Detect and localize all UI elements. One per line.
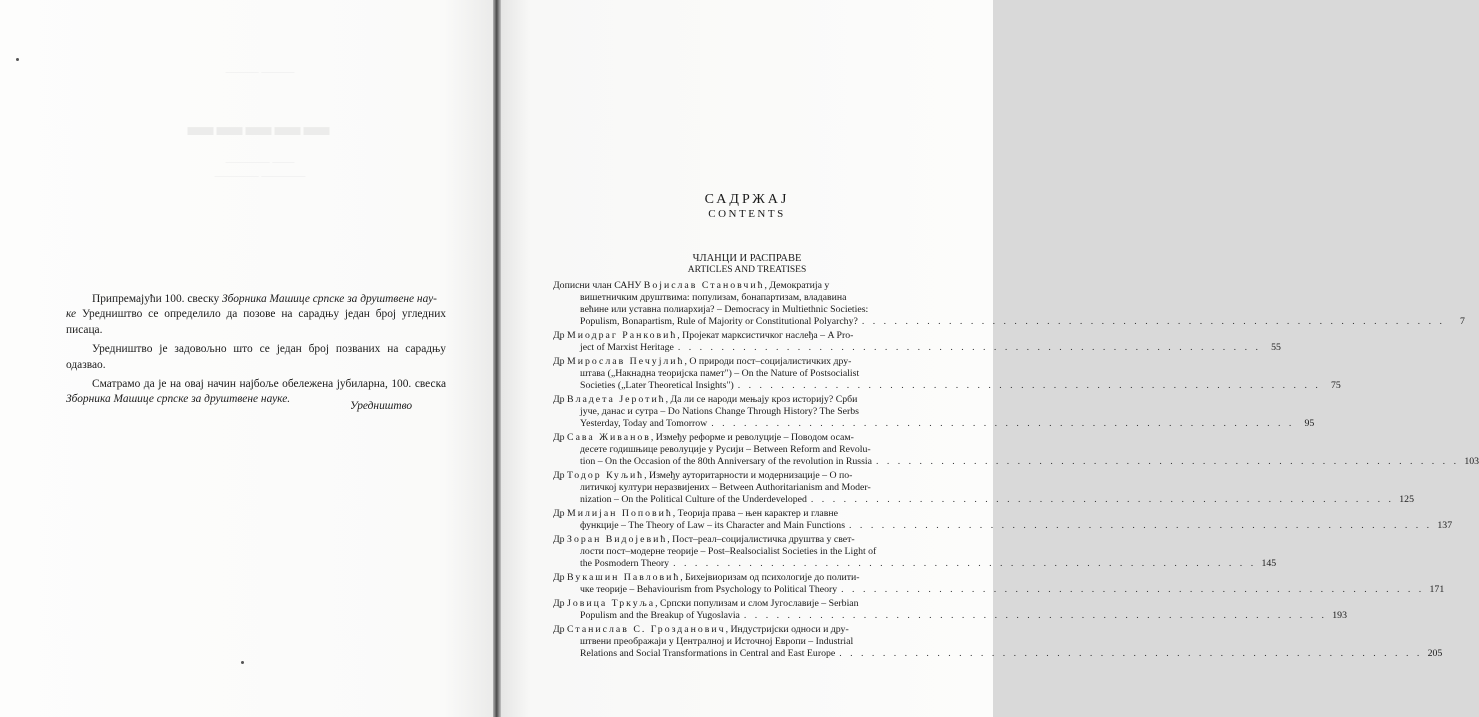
author-name: Војислав Становчић: [643, 280, 765, 291]
author-name: Миодраг Ранковић: [567, 330, 678, 341]
title-end: Populism and the Breakup of Yugoslavia: [580, 610, 740, 621]
section-title-en: ARTICLES AND TREATISES: [687, 265, 807, 275]
page-number: 55: [1271, 342, 1281, 353]
page-number: 103: [1464, 456, 1479, 467]
author-title: Др: [553, 470, 568, 481]
title-start: , Индустријски односи и дру-: [725, 624, 849, 635]
title-start: , О природи пост–социјалистичких дру-: [684, 356, 852, 367]
toc-entry-last-line: [553, 558, 1277, 570]
author-title: Дописни члан САНУ: [553, 280, 644, 291]
toc-entry-line: штвени преображаји у Централној и Источној Европи – Industrial: [580, 636, 854, 647]
title-end: Relations and Social Transformations in Central and East Europe: [580, 648, 836, 659]
toc-entry-line: већине или уставна полиархија? – Democracy in Multiethnic Societies:: [580, 304, 869, 315]
page-number: 95: [1304, 418, 1315, 429]
toc-entry: [553, 508, 1453, 532]
title-start: , Пројекат марксистичког наслеђа – A Pro-: [677, 330, 854, 341]
author-title: Др: [553, 572, 568, 583]
page-number: 145: [1261, 558, 1277, 569]
toc-entry: [553, 534, 1277, 570]
title-start: , Између ауторитарности и модернизације – О по-: [644, 470, 853, 481]
page-number: 137: [1437, 520, 1453, 531]
dot-leader: . . . . . . . . . . . . . . . . . . . . . . . . . . . . . . . . . . . . . . . . . . . . . . . . . . . . . .: [849, 520, 1433, 531]
author-title: Др: [553, 508, 568, 519]
toc-entry-last-line: [553, 342, 1281, 354]
title-end: ject of Marxist Heritage: [580, 342, 674, 353]
dot-leader: . . . . . . . . . . . . . . . . . . . . . . . . . . . . . . . . . . . . . . . . . . . . . . . . . . . . . .: [677, 342, 1261, 353]
title-end: the Posmodern Theory: [580, 558, 670, 569]
author-name: Вукашин Павловић: [567, 572, 681, 583]
toc-entry: [553, 356, 1341, 392]
dot-leader: . . . . . . . . . . . . . . . . . . . . . . . . . . . . . . . . . . . . . . . . . . . . . . . . . . . . . .: [810, 494, 1394, 505]
title-end: Yesterday, Today and Tomorrow: [580, 418, 708, 429]
title-end: nization – On the Political Culture of the Underdeveloped: [580, 494, 807, 505]
toc-entry: [553, 470, 1414, 506]
dot-leader: . . . . . . . . . . . . . . . . . . . . . . . . . . . . . . . . . . . . . . . . . . . . . . . . . . . . . .: [743, 610, 1327, 621]
toc-entry-first-line: [553, 356, 933, 368]
title-start: , Српски популизам и слом Југославије – Serbian: [655, 598, 859, 609]
toc-entry-last-line: [553, 584, 1445, 596]
show-through-subtitle: ———— —— ———— ————: [214, 156, 306, 182]
dust-speck: [16, 58, 19, 61]
signature: Уредништво: [350, 400, 413, 412]
toc-entry-first-line: [553, 598, 933, 610]
note-paragraph-3: Сматрамо да је на овај начин најбоље обележена јубиларна, 100. свеска Зборника Машице српске за друштвене науке.: [66, 378, 446, 406]
title-start: , Пост–реал–социјалистичка друштва у свет-: [667, 534, 855, 545]
toc-entry-first-line: [553, 280, 933, 292]
page-number: 125: [1399, 494, 1414, 505]
contents-title-en: CONTENTS: [708, 208, 786, 220]
toc-entry-last-line: [553, 316, 1465, 328]
editorial-note: [66, 292, 446, 412]
dot-leader: . . . . . . . . . . . . . . . . . . . . . . . . . . . . . . . . . . . . . . . . . . . . . . . . . . . . . .: [861, 316, 1445, 327]
title-end: чке теорије – Behaviourism from Psychology to Political Theory: [580, 584, 838, 595]
toc-entry: [553, 330, 1281, 354]
title-start: , Да ли се народи мењају кроз историју? Срби: [665, 394, 858, 405]
title-start: , Између реформе и револуције – Поводом осам-: [650, 432, 854, 443]
note-paragraph-1: Припремајући 100. свеску Зборника Машице српске за друштвене нау- ке Уредништво се определило да позове на сарадњу један број угледних писаца.: [66, 293, 446, 336]
page-number: 193: [1332, 610, 1347, 621]
table-of-contents: [553, 280, 1479, 662]
toc-entry-first-line: [553, 534, 933, 546]
author-name: Сава Живанов: [567, 432, 651, 443]
title-end: функције – The Theory of Law – its Character and Main Functions: [580, 520, 846, 531]
toc-entry-first-line: [553, 508, 933, 520]
dot-leader: . . . . . . . . . . . . . . . . . . . . . . . . . . . . . . . . . . . . . . . . . . . . . . . . . . . . . .: [673, 558, 1257, 569]
dot-leader: . . . . . . . . . . . . . . . . . . . . . . . . . . . . . . . . . . . . . . . . . . . . . . . . . . . . . .: [737, 380, 1321, 391]
toc-entry: [553, 394, 1315, 430]
toc-entry-first-line: [553, 432, 933, 444]
author-title: Др: [553, 598, 568, 609]
title-start: , Бихејвиоризам од психологије до полити-: [680, 572, 860, 583]
right-page: [501, 0, 1479, 717]
dot-leader: . . . . . . . . . . . . . . . . . . . . . . . . . . . . . . . . . . . . . . . . . . . . . . . . . . . . . .: [875, 456, 1460, 467]
author-title: Др: [553, 394, 568, 405]
toc-entry-last-line: [553, 610, 1347, 622]
title-end: Societies („Later Theoretical Insights"): [580, 380, 734, 391]
toc-entry-last-line: [553, 418, 1315, 430]
title-end: Populism, Bonapartism, Rule of Majority or Constitutional Polyarchy?: [580, 316, 858, 327]
toc-entry: [553, 572, 1445, 596]
title-start: , Теорија права – њен карактер и главне: [672, 508, 838, 519]
contents-title-sr: САДРЖАЈ: [704, 192, 790, 207]
toc-entry-first-line: [553, 330, 933, 342]
dot-leader: . . . . . . . . . . . . . . . . . . . . . . . . . . . . . . . . . . . . . . . . . . . . . . . . . . . . . .: [711, 418, 1295, 429]
toc-entry-first-line: [553, 624, 933, 636]
toc-entry-first-line: [553, 470, 933, 482]
dot-leader: . . . . . . . . . . . . . . . . . . . . . . . . . . . . . . . . . . . . . . . . . . . . . . . . . . . . . .: [839, 648, 1423, 659]
toc-entry-first-line: [553, 394, 933, 406]
author-title: Др: [553, 356, 568, 367]
note-paragraph-2: Уредништво је задовољно што се један број позваних на сарадњу одазвао.: [66, 343, 446, 371]
toc-entry-last-line: [553, 494, 1414, 506]
author-title: Др: [553, 330, 568, 341]
toc-entry-line: јуче, данас и сутра – Do Nations Change Through History? The Serbs: [580, 406, 859, 417]
author-name: Зоран Видојевић: [567, 534, 668, 545]
author-name: Владета Јеротић: [567, 394, 666, 405]
page-number: 171: [1429, 584, 1445, 595]
dot-leader: . . . . . . . . . . . . . . . . . . . . . . . . . . . . . . . . . . . . . . . . . . . . . . . . . . . . . .: [841, 584, 1425, 595]
dust-speck: [241, 661, 244, 664]
author-name: Мирослав Печујлић: [567, 356, 685, 367]
toc-entry: [553, 432, 1479, 468]
toc-entry-line: десете годишњице револуције у Русији – Between Reform and Revolu-: [580, 444, 871, 455]
toc-entry: [553, 598, 1347, 622]
book-gutter: [493, 0, 501, 717]
section-title-sr: ЧЛАНЦИ И РАСПРАВЕ: [692, 253, 802, 264]
toc-entry-last-line: [553, 456, 1479, 468]
toc-entry-line: лости пост–модерне теорије – Post–Realsocialist Societies in the Light of: [580, 546, 877, 557]
toc-entry-first-line: [553, 572, 933, 584]
author-title: Др: [553, 534, 568, 545]
toc-entry: [553, 624, 1443, 660]
toc-entry-line: вишетничким друштвима: популизам, бонапартизам, владавина: [580, 292, 847, 303]
author-name: Јовица Тркуља: [567, 598, 656, 609]
toc-entry-last-line: [553, 380, 1341, 392]
author-title: Др: [553, 624, 568, 635]
author-name: Милијан Поповић: [567, 508, 673, 519]
author-title: Др: [553, 432, 568, 443]
toc-entry-line: штава („Накнадна теоријска памет") – On the Nature of Postsocialist: [580, 368, 860, 379]
toc-entry-last-line: [553, 520, 1453, 532]
page-number: 75: [1331, 380, 1341, 391]
show-through-title: ▬▬▬▬▬: [187, 112, 333, 141]
author-name: Тодор Куљић: [567, 470, 645, 481]
page-number: 205: [1427, 648, 1443, 659]
left-page: [0, 0, 493, 717]
toc-entry-line: литичкој култури неразвијених – Between Authoritarianism and Moder-: [580, 482, 871, 493]
toc-entry: [553, 280, 1465, 328]
title-start: , Демократија у: [764, 280, 830, 291]
toc-entry-last-line: [553, 648, 1443, 660]
title-end: tion – On the Occasion of the 80th Anniversary of the revolution in Russia: [580, 456, 872, 467]
page-number: 7: [1460, 316, 1465, 327]
author-name: Станислав С. Грозданович: [567, 624, 726, 635]
show-through-text: ——— ———: [225, 66, 295, 78]
